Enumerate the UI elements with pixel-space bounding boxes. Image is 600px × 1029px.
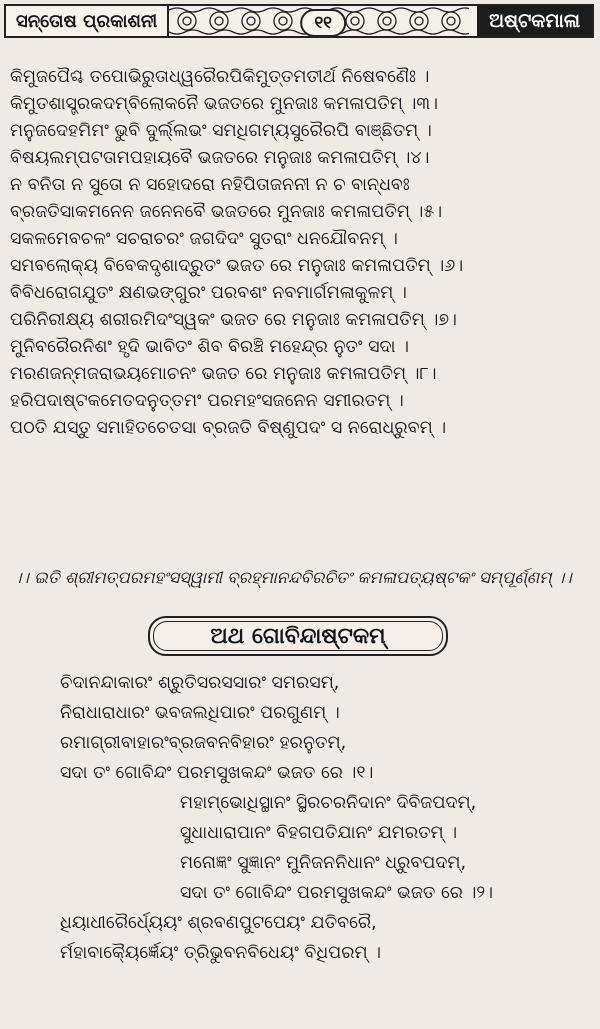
verse-line: ସମବଲୋକ୍ୟ ବିବେକଦୃଶାଦ୍ରୁତଂ ଭଜତ ରେ ମନୁଜାଃ କମଳାପତିମ୍ ।୬। xyxy=(10,256,464,276)
verse-line: ରମାଗ୍ରୀବାହାରଂବ୍ରଜବନବିହାରଂ ହରନୁତମ୍, xyxy=(60,733,347,753)
page-number: ୧୧ xyxy=(300,9,346,36)
verse-line: ପରିନିରୀକ୍ଷ୍ୟ ଶରୀରମିଦଂସ୍ୱକଂ ଭଜତ ରେ ମନୁଜାଃ କମଳାପତିମ୍ ।୭। xyxy=(10,310,457,330)
verse-line: ଚିଦାନନ୍ଦାକାରଂ ଶ୍ରୁତିସରସସାରଂ ସମରସମ୍, xyxy=(60,673,340,693)
verse-line: ମହାମ୍ଭୋଧିସ୍ଥାନଂ ସ୍ଥିରଚରନିଦାନଂ ଦିବିଜପଦମ୍, xyxy=(180,793,477,813)
verse-line: ମନୁଜଦେହମିମଂ ଭୁବି ଦୁର୍ଲ୍ଲଭଂ ସମଧିଗମ୍ୟସୁରୈରପି ବାଞ୍ଛିତମ୍ । xyxy=(10,121,432,141)
verse-line: ମୁନିବରୈରନିଶଂ ହୃଦି ଭାବିତଂ ଶିବ ବିରଞ୍ଚି ମହେନ୍ଦ୍ର ନୁତଂ ସଦା । xyxy=(10,337,409,357)
verse-line: କିମୁତଶାସ୍ତ୍ରକଦମ୍ବିଲୋକନୈ ଭଜତରେ ମୁନଜାଃ କମଳାପତିମ୍ ।୩। xyxy=(10,94,438,114)
section-title xyxy=(148,616,448,656)
verse-line: କିମୁଜପୈଶ୍ଚ ତପୋଭିରୁତାଧ୍ୱରୈରପିକିମୁତ୍ତମତୀର୍ଥ ନିଷେବଣୈଃ । xyxy=(10,67,430,87)
verse-line: ବ୍ରଜତିସାକମନେନ ଜନେନବୈ ଭଜତରେ ମୁନଜାଃ କମଳାପତିମ୍ ।୫। xyxy=(10,202,443,222)
verse-line: ସକଳମେବଚଳଂ ସଚରାଚରଂ ଜଗଦିଦଂ ସୁତରାଂ ଧନଯୌବନମ୍ । xyxy=(10,229,398,249)
verse-line: ମନୋଜ୍ଞଂ ସୁଜ୍ଞାନଂ ମୁନିଜନନିଧାନଂ ଧ୍ରୁବପଦମ୍, xyxy=(180,853,467,873)
header-ornament xyxy=(169,6,477,36)
verse-line: ନିରାଧାରାଧାରଂ ଭବଜଲଧିପାରଂ ପରଗୁଣମ୍ । xyxy=(60,703,340,723)
kamalapati-ashtakam-verses xyxy=(10,64,595,442)
verse-line: ପଠତି ଯସ୍ତୁ ସମାହିତଚେତସା ବ୍ରଜତି ବିଷ୍ଣୁପଦଂ ସ ନରୋଧ୍ରୁବମ୍ । xyxy=(10,418,447,438)
verse-line: ର୍ମହାବାକ୍ୟୈର୍ଜ୍ଞେୟଂ ତ୍ରିଭୁବନବିଧେୟଂ ବିଧିପରମ୍ । xyxy=(60,943,382,963)
verse-line: ମରଣଜନ୍ମଜରାଭୟମୋଚନଂ ଭଜତ ରେ ମନୁଜାଃ କମଳାପତିମ୍ ।୮। xyxy=(10,364,437,384)
publisher-name: ସନ୍ତୋଷ ପ୍ରକାଶନୀ xyxy=(6,6,169,36)
verse-line: ବିବିଧରୋଗଯୁତଂ କ୍ଷଣଭଙ୍ଗୁରଂ ପରବଶଂ ନବମାର୍ଗମଳାକୁଳମ୍ । xyxy=(10,283,407,303)
colophon: ।। ଇତି ଶ୍ରୀମତ୍‌ପରମହଂସସ୍ୱାମୀ ବ୍ରହ୍ମାନନ୍ଦବିରଚିତଂ କମଳାପତ୍ୟଷ୍ଟକଂ ସମ୍ପୂର୍ଣ୍ଣମ୍ ।। xyxy=(14,568,572,587)
page-header xyxy=(4,4,594,38)
verse-line: ନ ବନିତା ନ ସୁତୋ ନ ସହୋଦରୋ ନହିପିତାଜନନୀ ନ ଚ ବାନ୍ଧବଃ xyxy=(10,175,410,195)
verse-line: ବିଷୟଲମ୍ପଟତାମପହାୟବୈ ଭଜତରେ ମନୁଜାଃ କମଳାପତିମ୍ ।୪। xyxy=(10,148,430,168)
verse-line: ହରିପଦାଷ୍ଟକମେତଦନୁତ୍ତମଂ ପରମହଂସଜନେନ ସମୀରତମ୍ । xyxy=(10,391,404,411)
book-section-title: ଅଷ୍ଟକମାଳା xyxy=(477,6,592,36)
verse-line: ସଦା ତଂ ଗୋବିନ୍ଦଂ ପରମସୁଖକନ୍ଦଂ ଭଜତ ରେ ।୧। xyxy=(60,763,374,783)
section-title-text: ଅଥ ଗୋବିନ୍ଦାଷ୍ଟକମ୍ xyxy=(210,623,386,649)
verse-line: ଧିୟାଧୀରୈର୍ଧ୍ୟେୟଂ ଶ୍ରବଣପୁଟପେୟଂ ଯତିବରୈ, xyxy=(60,913,377,933)
verse-line: ସଦା ତଂ ଗୋବିନ୍ଦଂ ପରମସୁଖକନ୍ଦଂ ଭଜତ ରେ ।୨। xyxy=(180,883,494,903)
govinda-ashtakam-verses xyxy=(0,668,600,968)
verse-line: ସୁଧାଧାରାପାନଂ ବିହଗପତିଯାନଂ ଯମରତମ୍ । xyxy=(180,823,458,843)
